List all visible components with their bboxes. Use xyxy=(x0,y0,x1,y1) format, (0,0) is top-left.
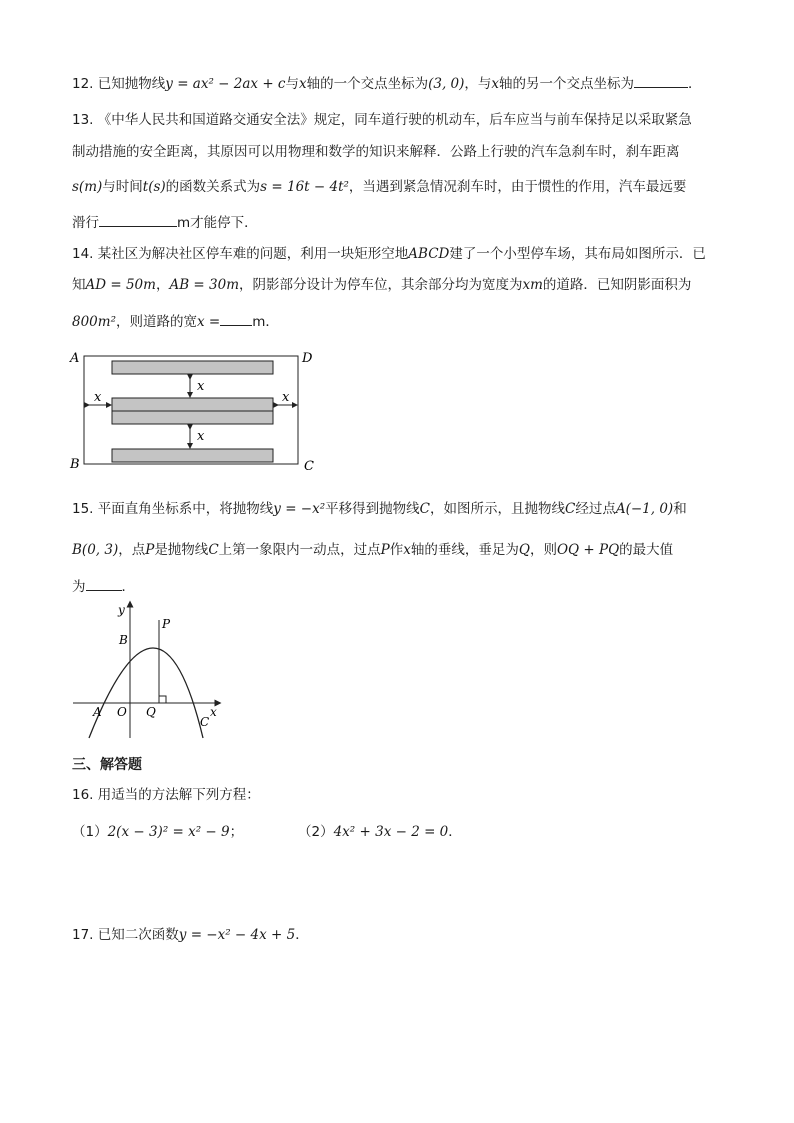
answer-blank xyxy=(99,212,177,227)
section-heading: 三、解答题 xyxy=(72,757,142,773)
label-b: B xyxy=(119,633,128,647)
answer-blank xyxy=(634,73,688,88)
question-number: 17. xyxy=(72,927,94,943)
question-13-line-2: 制动措施的安全距离，其原因可以用物理和数学的知识来解释．公路上行驶的汽车急刹车时，刹车距离 xyxy=(72,144,680,160)
label-x: x xyxy=(197,429,205,444)
question-15-line-1: 15. 平面直角坐标系中，将抛物线y = −x²平移得到抛物线C，如图所示，且抛物线C经过点A(−1, 0)和 xyxy=(72,501,687,517)
question-13-line-4: 滑行 m才能停下． xyxy=(72,212,258,233)
question-number: 12. xyxy=(72,76,94,92)
label-o: O xyxy=(117,705,127,719)
label-c: C xyxy=(200,715,210,729)
question-16-part-2: （2）4x² + 3x − 2 = 0． xyxy=(298,824,462,840)
question-13-line-3: s(m)与时间t(s)的函数关系式为s = 16t − 4t²，当遇到紧急情况刹车时，由于惯性的作用，汽车最远要 xyxy=(72,179,687,195)
parking-stall xyxy=(112,361,273,374)
label-y: y xyxy=(118,603,125,617)
question-15-line-2: B(0, 3)，点P是抛物线C上第一象限内一动点，过点P作x轴的垂线，垂足为Q，则OQ + PQ的最大值 xyxy=(72,542,674,558)
question-12: 12. 已知抛物线y = ax² − 2ax + c与x轴的一个交点坐标为(3, 0)，与x轴的另一个交点坐标为 ． xyxy=(72,73,702,94)
parking-stall xyxy=(112,449,273,462)
question-number: 13. xyxy=(72,112,94,128)
question-16: 16. 用适当的方法解下列方程： xyxy=(72,787,260,803)
label-a: A xyxy=(70,351,80,366)
right-angle-mark xyxy=(159,696,166,703)
label-x: x xyxy=(282,390,290,405)
question-number: 15. xyxy=(72,501,94,517)
label-b: B xyxy=(70,457,80,472)
question-15-line-3: 为 ． xyxy=(72,576,135,597)
answer-blank xyxy=(220,311,252,326)
question-14-line-3: 800m²，则道路的宽x = m． xyxy=(72,311,279,332)
question-number: 14. xyxy=(72,246,94,262)
equation: y = ax² − 2ax + c xyxy=(165,76,286,92)
label-c: C xyxy=(304,459,314,474)
parabola-figure xyxy=(68,600,228,742)
label-x: x xyxy=(210,705,217,719)
parking-lot-figure xyxy=(66,348,322,476)
label-p: P xyxy=(162,617,171,631)
question-13-line-1: 13. 《中华人民共和国道路交通安全法》规定，同车道行驶的机动车，后车应当与前车保持足以采取紧急 xyxy=(72,112,692,128)
parking-stall xyxy=(112,411,273,424)
question-17: 17. 已知二次函数y = −x² − 4x + 5． xyxy=(72,927,309,943)
question-number: 16. xyxy=(72,787,94,803)
label-x: x xyxy=(94,390,102,405)
parking-stall xyxy=(112,398,273,411)
parabola-c xyxy=(89,648,203,738)
label-x: x xyxy=(197,379,205,394)
label-q: Q xyxy=(146,705,156,719)
label-d: D xyxy=(302,351,313,366)
question-14-line-1: 14. 某社区为解决社区停车难的问题，利用一块矩形空地ABCD建了一个小型停车场，其布局如图所示．已 xyxy=(72,246,706,262)
answer-blank xyxy=(86,576,122,591)
label-a: A xyxy=(93,705,102,719)
question-14-line-2: 知AD = 50m，AB = 30m，阴影部分设计为停车位，其余部分均为宽度为xm的道路．已知阴影面积为 xyxy=(72,277,692,293)
question-16-part-1: （1）2(x − 3)² = x² − 9； xyxy=(72,824,244,840)
